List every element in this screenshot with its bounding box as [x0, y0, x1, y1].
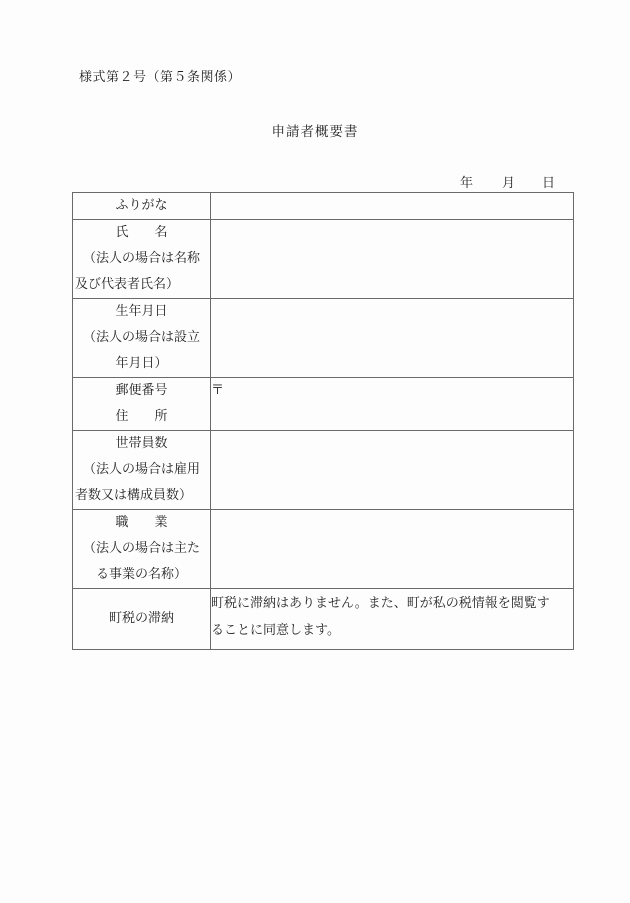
- label-line: 町税の滞納: [108, 611, 174, 626]
- label-line: 郵便番号: [115, 383, 168, 398]
- applicant-summary-table: [72, 192, 574, 650]
- row-tax-arrears: [73, 589, 574, 650]
- label-address: [73, 378, 211, 431]
- label-line: 職 業: [115, 515, 168, 530]
- label-line: （法人の場合は名称: [82, 251, 200, 266]
- field-occupation[interactable]: [211, 510, 574, 589]
- consent-line: 町税に滞納はありません。また、町が私の税情報を閲覧す: [211, 596, 550, 611]
- field-furigana[interactable]: [211, 193, 574, 220]
- consent-line: ることに同意します。: [211, 623, 340, 638]
- label-line: る事業の名称）: [95, 567, 187, 582]
- label-line: 及び代表者氏名）: [75, 277, 180, 292]
- field-household[interactable]: [211, 431, 574, 510]
- field-name[interactable]: [211, 220, 574, 299]
- row-occupation: [73, 510, 574, 589]
- label-household: [73, 431, 211, 510]
- label-occupation: [73, 510, 211, 589]
- label-tax-arrears: [73, 589, 211, 650]
- postal-mark-icon: 〒: [211, 383, 225, 398]
- date-month-label: 月: [502, 176, 516, 191]
- label-line: （法人の場合は設立: [82, 330, 200, 345]
- tax-consent-statement: [211, 589, 574, 650]
- label-line: （法人の場合は雇用: [82, 462, 200, 477]
- label-line: 者数又は構成員数）: [75, 488, 193, 503]
- label-line: 氏 名: [115, 225, 168, 240]
- row-household: [73, 431, 574, 510]
- label-line: 世帯員数: [115, 436, 168, 451]
- date-year-label: 年: [460, 176, 474, 191]
- row-name: [73, 220, 574, 299]
- label-name: [73, 220, 211, 299]
- date-line: [0, 172, 630, 190]
- label-furigana: [73, 193, 211, 220]
- document-title: 申請者概要書: [271, 124, 359, 140]
- label-line: ふりがな: [115, 198, 168, 213]
- field-birthdate[interactable]: [211, 299, 574, 378]
- row-furigana: [73, 193, 574, 220]
- date-day-label: 日: [542, 176, 556, 191]
- row-address: [73, 378, 574, 431]
- label-line: 年月日）: [115, 356, 168, 371]
- field-address[interactable]: [211, 378, 574, 431]
- label-birthdate: [73, 299, 211, 378]
- row-birthdate: [73, 299, 574, 378]
- form-number: 様式第２号（第５条関係）: [79, 70, 242, 85]
- label-line: 生年月日: [115, 304, 168, 319]
- label-line: 住 所: [115, 409, 168, 424]
- label-line: （法人の場合は主た: [82, 541, 200, 556]
